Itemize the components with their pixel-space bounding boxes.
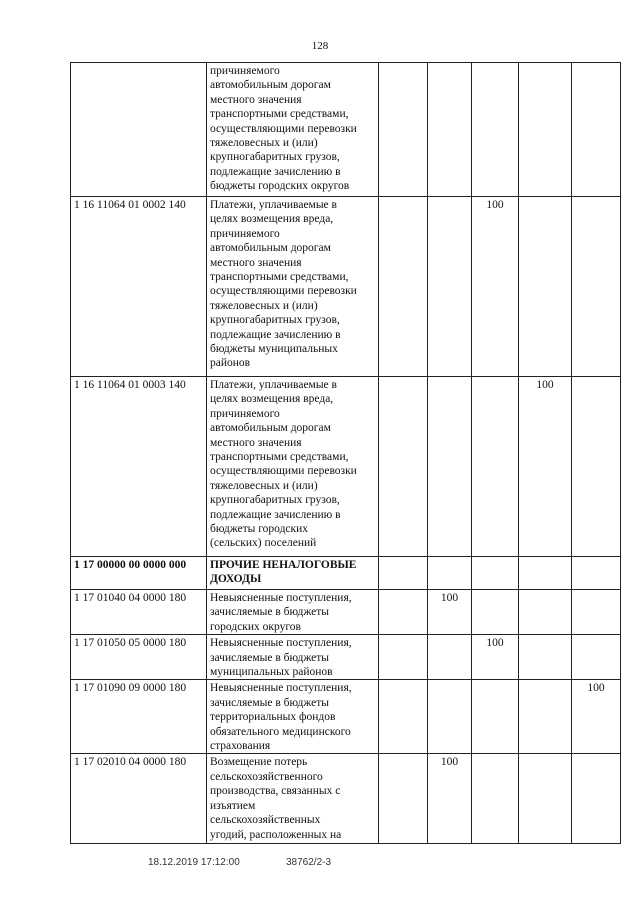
revenue-codes-table <box>70 62 621 844</box>
share-value-cell <box>519 590 572 635</box>
description-cell: ПРОЧИЕ НЕНАЛОГОВЫЕ ДОХОДЫ <box>207 557 379 590</box>
share-value-cell <box>572 635 621 680</box>
share-value-cell <box>379 63 428 197</box>
share-value-cell: 100 <box>428 590 472 635</box>
share-value-cell <box>379 197 428 377</box>
table-row <box>71 377 621 557</box>
share-value-cell <box>519 680 572 754</box>
share-value-cell <box>428 377 472 557</box>
table-row <box>71 590 621 635</box>
share-value-cell <box>428 63 472 197</box>
share-value-cell <box>519 557 572 590</box>
share-value-cell <box>472 590 519 635</box>
description-cell: причиняемого автомобильным дорогам местного значения транспортными средствами, осуществляющими перевозки тяжеловесных и (или) крупногабаритных грузов, подлежащие зачислению в бюджеты городских округов <box>207 63 379 197</box>
description-cell: Платежи, уплачиваемые в целях возмещения вреда, причиняемого автомобильным дорогам местного значения транспортными средствами, осуществляющими перевозки тяжеловесных и (или) крупногабаритных грузов, подлежащие зачислению в бюджеты муниципальных районов <box>207 197 379 377</box>
description-cell: Возмещение потерь сельскохозяйственного производства, связанных с изъятием сельскохозяйственных угодий, расположенных на <box>207 754 379 844</box>
table-row <box>71 63 621 197</box>
table-row <box>71 197 621 377</box>
budget-code-cell: 1 17 02010 04 0000 180 <box>71 754 207 844</box>
description-cell: Невыясненные поступления, зачисляемые в бюджеты муниципальных районов <box>207 635 379 680</box>
budget-code-cell: 1 17 01050 05 0000 180 <box>71 635 207 680</box>
share-value-cell <box>472 680 519 754</box>
share-value-cell <box>428 557 472 590</box>
share-value-cell <box>379 557 428 590</box>
share-value-cell: 100 <box>472 635 519 680</box>
share-value-cell <box>572 557 621 590</box>
share-value-cell <box>572 63 621 197</box>
share-value-cell <box>572 197 621 377</box>
budget-code-cell: 1 16 11064 01 0002 140 <box>71 197 207 377</box>
description-cell: Платежи, уплачиваемые в целях возмещения вреда, причиняемого автомобильным дорогам местного значения транспортными средствами, осуществляющими перевозки тяжеловесных и (или) крупногабаритных грузов, подлежащие зачислению в бюджеты городских (сельских) поселений <box>207 377 379 557</box>
share-value-cell <box>379 377 428 557</box>
share-value-cell <box>379 680 428 754</box>
share-value-cell <box>472 557 519 590</box>
share-value-cell <box>472 754 519 844</box>
share-value-cell <box>379 635 428 680</box>
budget-code-cell: 1 16 11064 01 0003 140 <box>71 377 207 557</box>
share-value-cell <box>572 754 621 844</box>
share-value-cell: 100 <box>472 197 519 377</box>
budget-code-cell: 1 17 00000 00 0000 000 <box>71 557 207 590</box>
budget-code-cell: 1 17 01040 04 0000 180 <box>71 590 207 635</box>
share-value-cell <box>379 590 428 635</box>
share-value-cell: 100 <box>519 377 572 557</box>
table-row <box>71 680 621 754</box>
budget-code-cell: 1 17 01090 09 0000 180 <box>71 680 207 754</box>
share-value-cell <box>472 63 519 197</box>
table-row <box>71 754 621 844</box>
share-value-cell <box>472 377 519 557</box>
share-value-cell <box>519 197 572 377</box>
table-body <box>71 63 621 844</box>
description-cell: Невыясненные поступления, зачисляемые в бюджеты территориальных фондов обязательного медицинского страхования <box>207 680 379 754</box>
share-value-cell <box>519 635 572 680</box>
share-value-cell <box>572 590 621 635</box>
footer-timestamp: 18.12.2019 17:12:00 <box>148 857 240 868</box>
share-value-cell <box>572 377 621 557</box>
budget-code-cell <box>71 63 207 197</box>
share-value-cell <box>428 680 472 754</box>
footer-document-id: 38762/2-3 <box>286 857 332 868</box>
description-cell: Невыясненные поступления, зачисляемые в бюджеты городских округов <box>207 590 379 635</box>
share-value-cell <box>519 63 572 197</box>
share-value-cell <box>519 754 572 844</box>
share-value-cell <box>428 635 472 680</box>
share-value-cell: 100 <box>428 754 472 844</box>
page-number: 128 <box>311 40 329 52</box>
table-row <box>71 635 621 680</box>
share-value-cell <box>379 754 428 844</box>
table-row <box>71 557 621 590</box>
share-value-cell <box>428 197 472 377</box>
share-value-cell: 100 <box>572 680 621 754</box>
